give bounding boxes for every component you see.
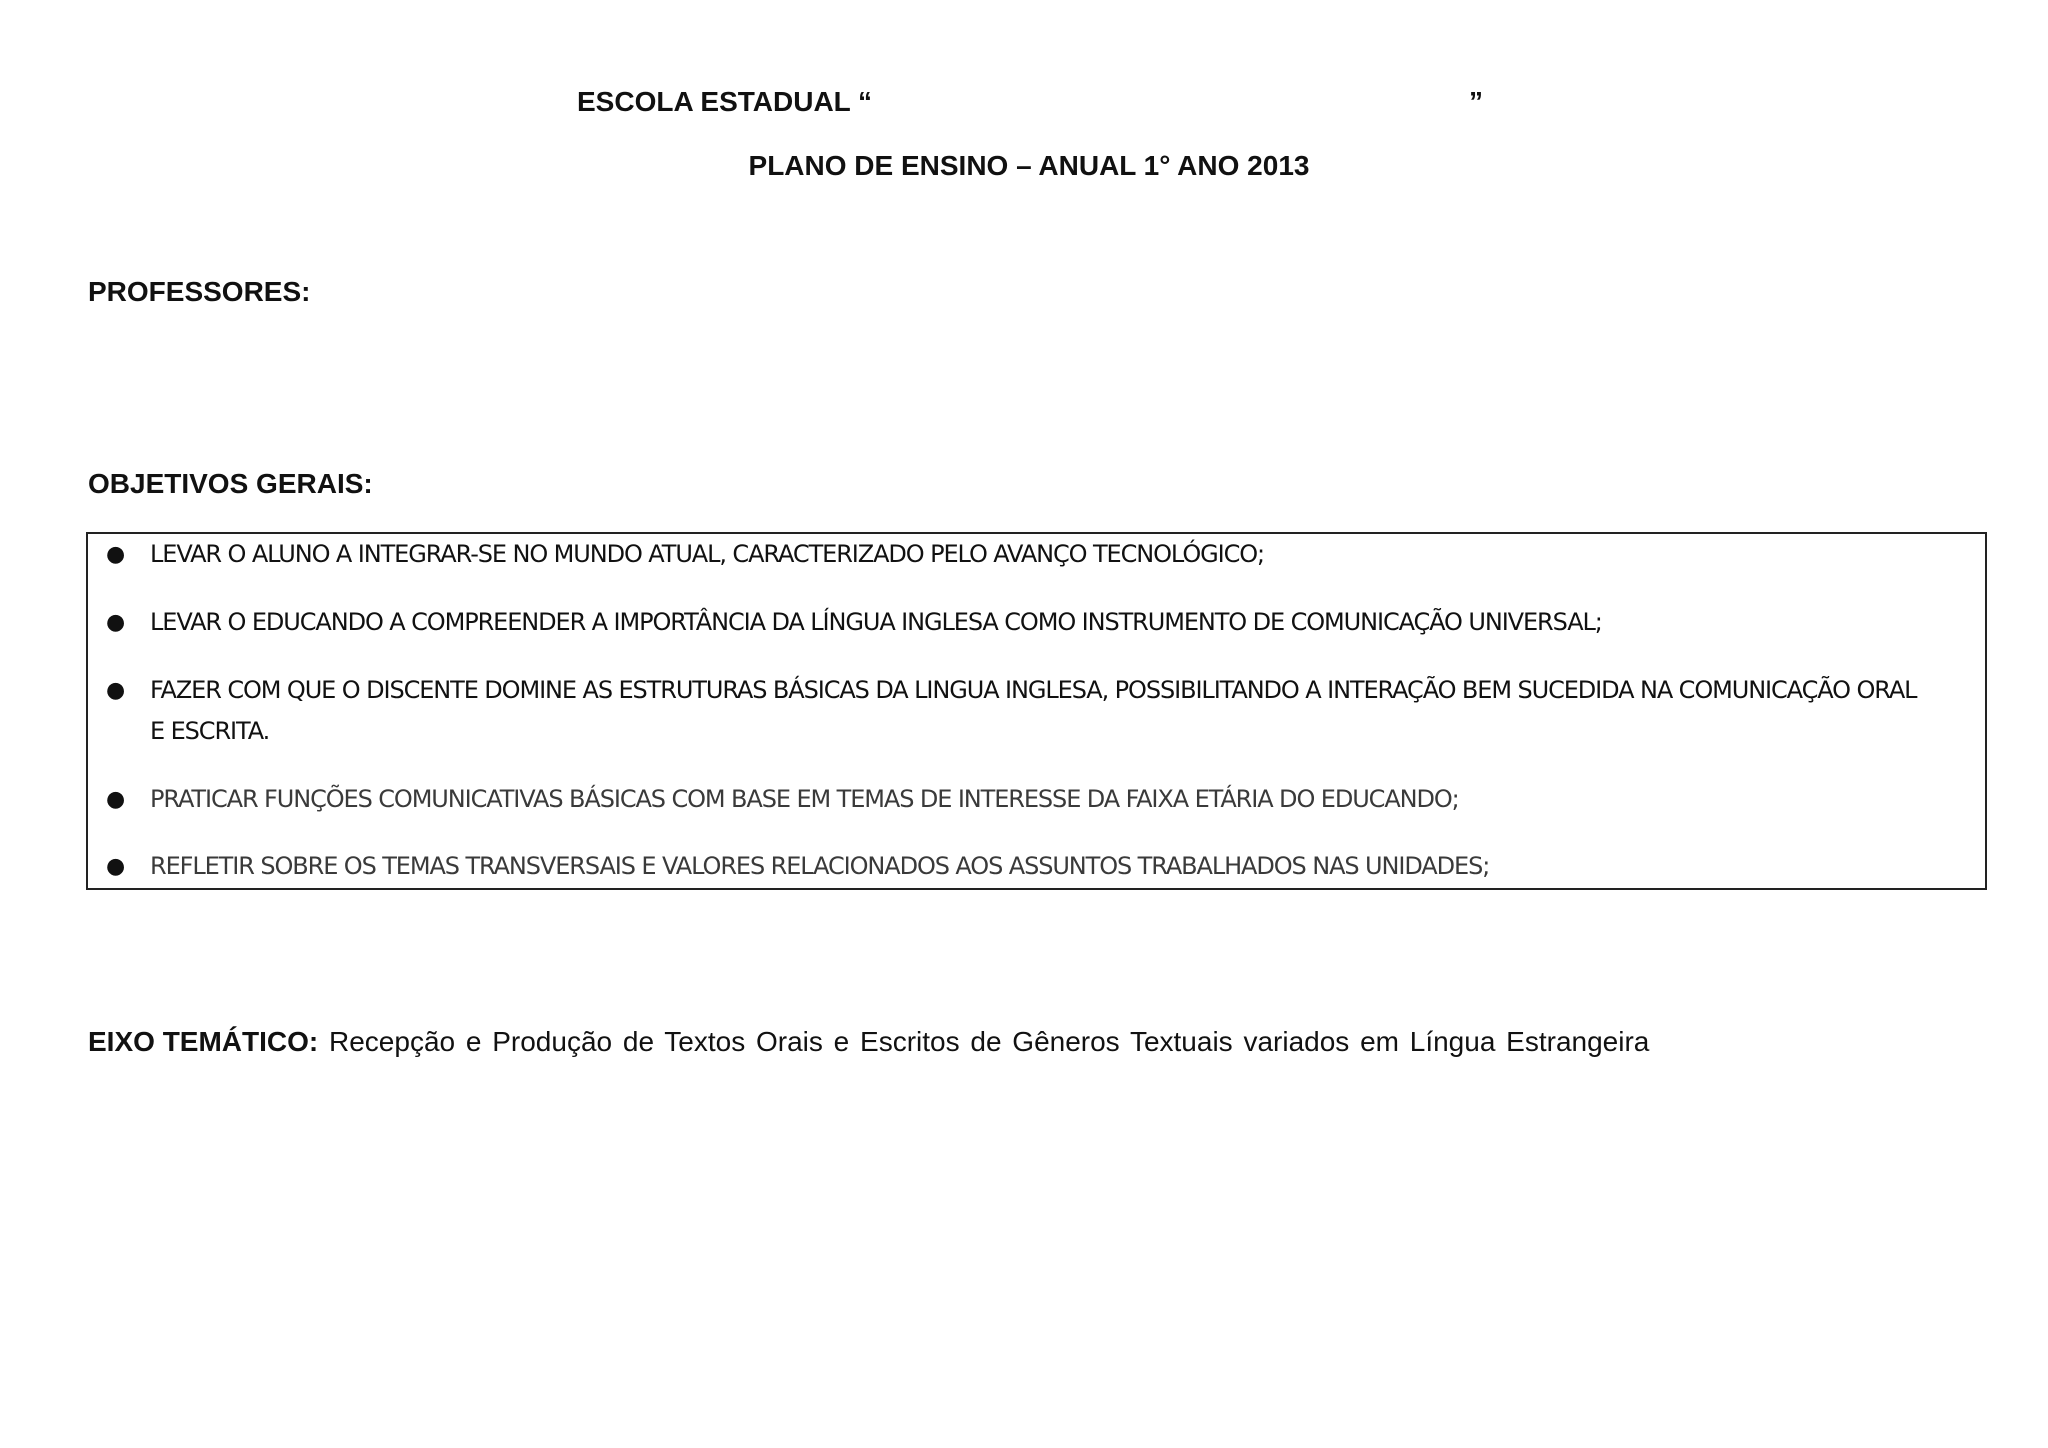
objectives-list bbox=[86, 532, 1987, 890]
eixo-tematico-text: Recepção e Produção de Textos Orais e Escritos de Gêneros Textuais variados em Língua Estrangeira bbox=[329, 1026, 1650, 1057]
professores-label: PROFESSORES: bbox=[88, 276, 311, 307]
objective-text: LEVAR O EDUCANDO A COMPREENDER A IMPORTÂNCIA DA LÍNGUA INGLESA COMO INSTRUMENTO DE COMUNICAÇÃO UNIVERSAL; bbox=[150, 608, 1602, 636]
eixo-tematico-label: EIXO TEMÁTICO: bbox=[88, 1026, 319, 1057]
school-name-closing-quote: ” bbox=[1469, 86, 1483, 117]
bullet-icon: ● bbox=[106, 542, 125, 567]
objective-text: FAZER COM QUE O DISCENTE DOMINE AS ESTRUTURAS BÁSICAS DA LINGUA INGLESA, POSSIBILITANDO A INTERAÇÃO BEM SUCEDIDA NA COMUNICAÇÃO ORAL E ESCRITA. bbox=[150, 676, 1917, 745]
objective-text: REFLETIR SOBRE OS TEMAS TRANSVERSAIS E VALORES RELACIONADOS AOS ASSUNTOS TRABALHADOS NAS UNIDADES; bbox=[150, 852, 1490, 880]
school-name-label: ESCOLA ESTADUAL “ bbox=[577, 86, 873, 117]
plan-title: PLANO DE ENSINO – ANUAL 1° ANO 2013 bbox=[748, 150, 1310, 181]
bullet-icon: ● bbox=[106, 610, 125, 635]
objective-item bbox=[88, 602, 1985, 643]
eixo-tematico bbox=[88, 1026, 1649, 1058]
objetivos-gerais-label: OBJETIVOS GERAIS: bbox=[88, 468, 373, 499]
objective-item bbox=[88, 670, 1985, 752]
bullet-icon: ● bbox=[106, 678, 125, 703]
objective-text: LEVAR O ALUNO A INTEGRAR-SE NO MUNDO ATUAL, CARACTERIZADO PELO AVANÇO TECNOLÓGICO; bbox=[150, 540, 1265, 568]
bullet-icon: ● bbox=[106, 787, 125, 812]
objective-item bbox=[88, 779, 1985, 820]
bullet-icon: ● bbox=[106, 854, 125, 879]
objective-item bbox=[88, 534, 1985, 575]
school-name-line bbox=[577, 86, 1497, 126]
objective-text: PRATICAR FUNÇÕES COMUNICATIVAS BÁSICAS COM BASE EM TEMAS DE INTERESSE DA FAIXA ETÁRIA DO EDUCANDO; bbox=[150, 785, 1459, 813]
objective-item bbox=[88, 846, 1985, 887]
